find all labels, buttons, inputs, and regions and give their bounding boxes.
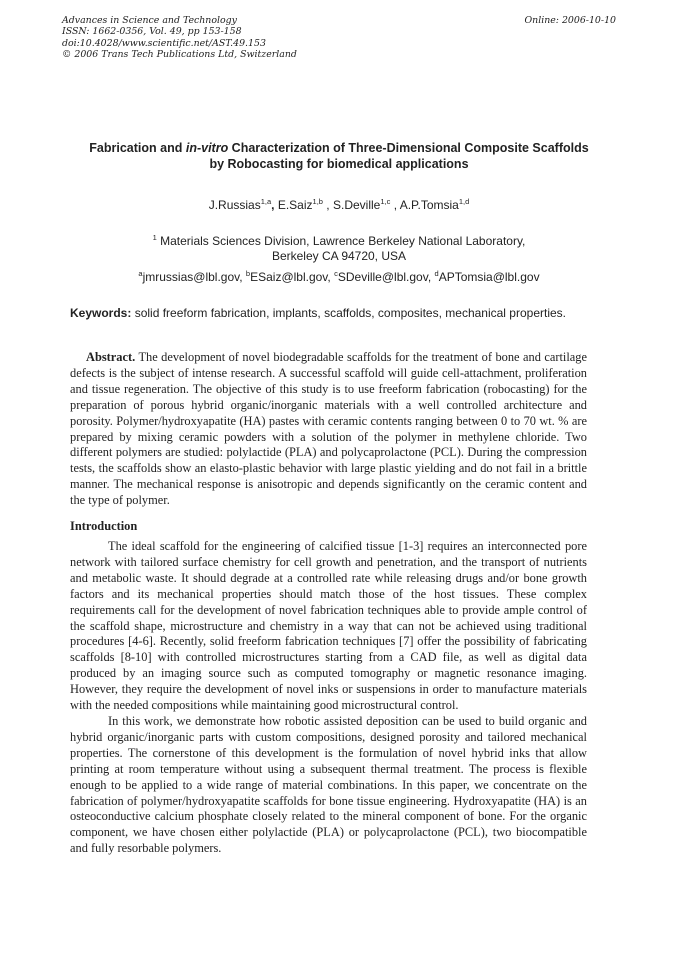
title-italic: in-vitro (185, 141, 229, 155)
email[interactable]: $^c$SDeville@lbl.gov (334, 269, 428, 284)
journal-header (62, 15, 297, 60)
introduction-heading: Introduction (70, 519, 138, 533)
online-date: Online: 2006-10-10 (524, 15, 616, 26)
email[interactable]: $^b$ESaiz@lbl.gov (245, 269, 328, 284)
title-part-2: Characterization of Three-Dimensional Composite Scaffolds (228, 141, 589, 155)
paper-title (62, 140, 616, 172)
keywords (70, 306, 587, 321)
paragraph: The ideal scaffold for the engineering of calcified tissue [1-3] requires an interconnected pore network with tailored surface chemistry for cell growth and penetration, and the transport of nutrients and metabolic waste. It should degrade at a controlled rate while releasing drugs and/or bone growth factors and its mechanical properties should match those of the host tissues. These complex requirements call for the development of novel fabrication techniques able to provide ample control of the scaffold shape, microstructure and chemistry in a way that can not be achieved using traditional procedures [4-6]. Recently, solid freeform fabrication techniques [7] offer the possibility of fabricating scaffolds [8-10] with controlled microstructures starting from a CAD file, as well as digital data produced by an imaging source such as computed tomography or magnetic resonance imaging. However, they require the development of novel inks or suspensions in order to manufacture materials with the needed compositions while maintaining good microstructural control. (70, 539, 587, 713)
introduction-body (70, 539, 587, 857)
affiliation-line-2: Berkeley CA 94720, USA (271, 248, 407, 263)
journal-copyright: © 2006 Trans Tech Publications Ltd, Switzerland (62, 48, 297, 60)
title-part-1: Fabrication and (89, 141, 186, 155)
author: A.P.Tomsia$^{1,d}$ (399, 197, 470, 212)
keywords-text: solid freeform fabrication, implants, scaffolds, composites, mechanical properties. (131, 306, 566, 320)
author: J.Russias$^{1,a}$, (208, 197, 278, 212)
abstract-label: Abstract. (86, 350, 136, 364)
title-line-2: by Robocasting for biomedical applications (209, 157, 469, 171)
journal-name: Advances in Science and Technology (62, 15, 237, 26)
paragraph: In this work, we demonstrate how robotic assisted deposition can be used to build organic and hybrid organic/inorganic parts with custom compositions, designed porosity and tailored mechanical properties. The cornerstone of this development is the formulation of novel hybrid inks that allow printing at room temperature without using a subsequent thermal treatment. The process is flexible enough to be applied to a wide range of material combinations. In this paper, we concentrate on the fabrication of polymer/hydroxyapatite scaffolds for bone tissue engineering. Hydroxyapatite (HA) is an osteoconductive calcium phosphate closely related to the mineral component of bone. For the organic component, we have chosen either polylactide (PLA) or polycaprolactone (PCL), two biocompatible and fully resorbable polymers. (70, 713, 587, 856)
journal-doi[interactable]: doi:10.4028/www.scientific.net/AST.49.153 (62, 37, 266, 49)
author: E.Saiz$^{1,b}$ , (277, 197, 333, 212)
abstract (70, 350, 587, 509)
affiliation (62, 234, 616, 263)
email[interactable]: $^a$jmrussias@lbl.gov (138, 269, 240, 284)
email-list: $^a$jmrussias@lbl.gov, $^b$ESaiz@lbl.gov, $^c$SDeville@lbl.gov, $^d$APTomsia@lbl.gov (138, 269, 540, 284)
abstract-text: The development of novel biodegradable scaffolds for the treatment of bone and cartilage defects is the subject of intense research. A successful scaffold will guide cell-attachment, proliferation and tissue regeneration. The objective of this study is to use freeform fabrication (robocasting) for the preparation of porous hybrid organic/inorganic materials with a well controlled architecture and porosity. Polymer/hydroxyapatite (HA) pastes with ceramic contents ranging between 0 to 70 wt. % are prepared by mixing ceramic powders with a solution of the polymer in methylene chloride. Two different polymers are studied: polylactide (PLA) and polycaprolactone (PCL). During the compression tests, the scaffolds show an elasto-plastic behavior with large plastic yielding and do not fail in a brittle manner. The mechanical response is anisotropic and depends significantly on the ceramic content and the type of polymer. (70, 350, 587, 508)
affiliation-line-1: $^1$ Materials Sciences Division, Lawrence Berkeley National Laboratory, (152, 233, 526, 248)
title-line-1 (62, 140, 616, 156)
journal-issn: ISSN: 1662-0356, Vol. 49, pp 153-158 (62, 26, 242, 38)
author-list (62, 197, 616, 213)
keywords-label: Keywords: (70, 306, 132, 320)
email[interactable]: $^d$APTomsia@lbl.gov (434, 269, 540, 284)
author: S.Deville$^{1,c}$ , (332, 197, 400, 212)
